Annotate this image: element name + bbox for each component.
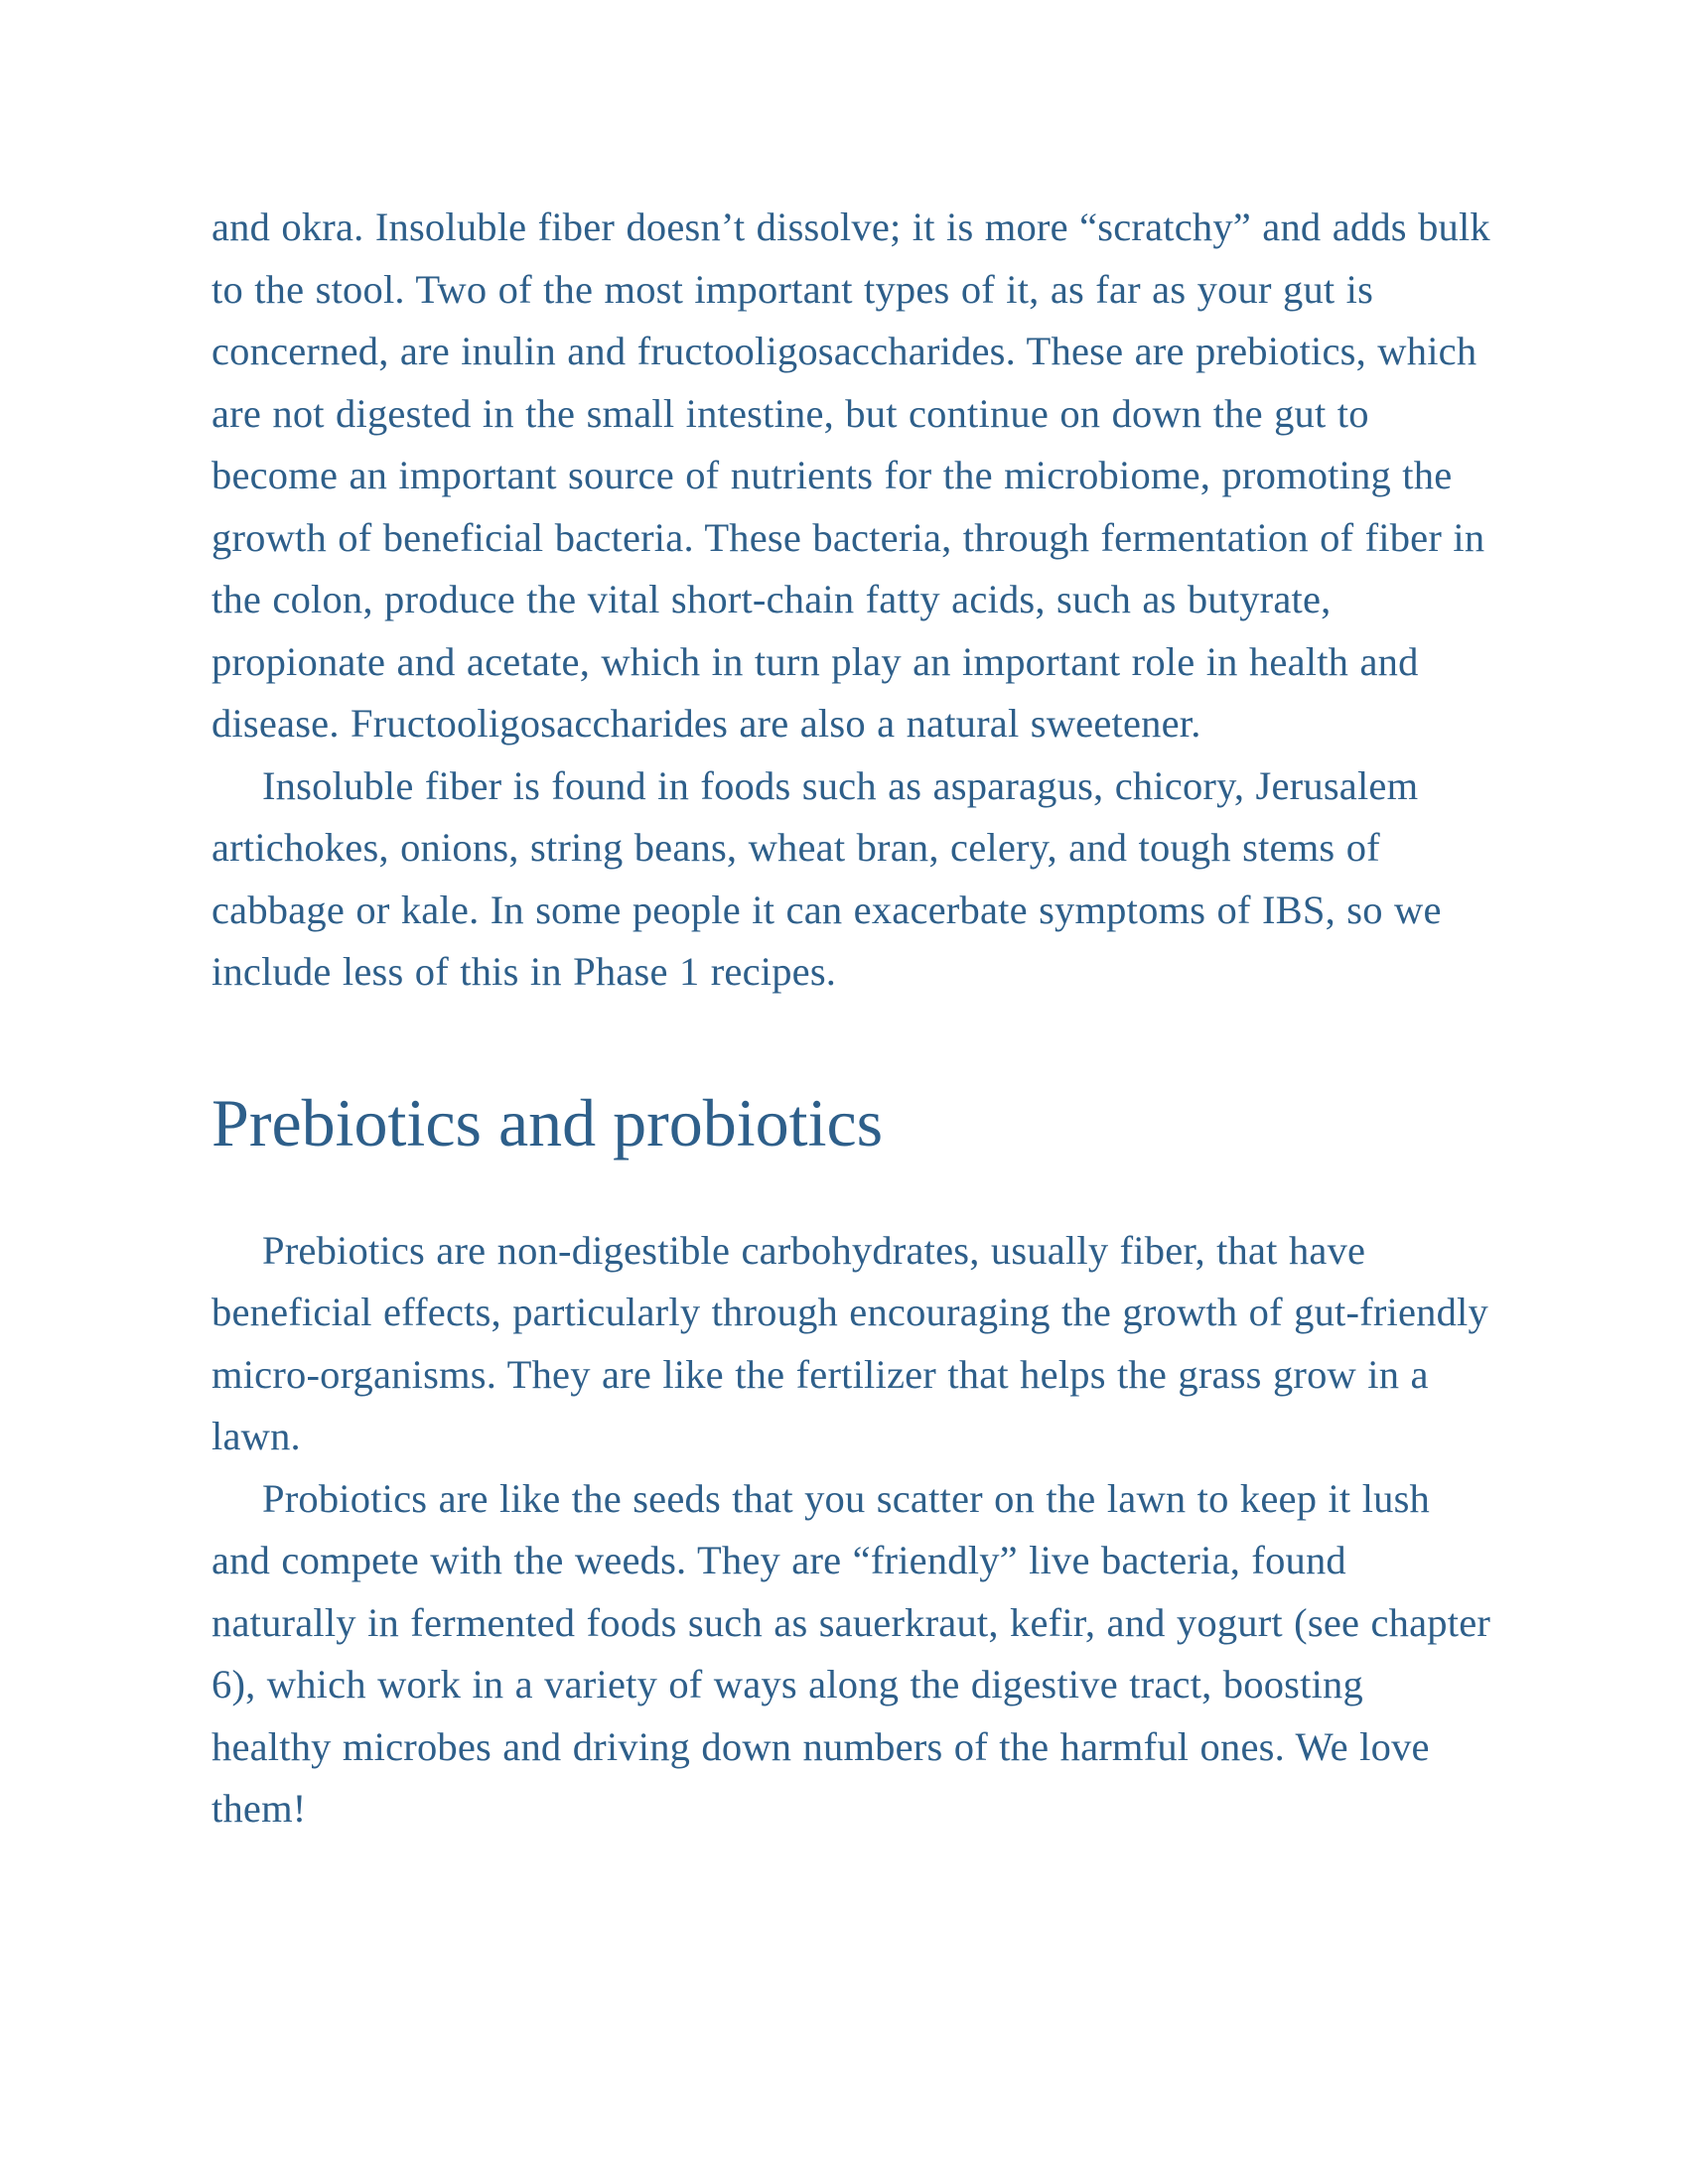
body-paragraph: Prebiotics are non-digestible carbohydrates, usually fiber, that have beneficial effects, particularly through encouraging the growth of gut-friendly micro-organisms. They are like the fertilizer that helps the grass grow in a lawn.: [211, 1227, 1488, 1458]
body-paragraph: Probiotics are like the seeds that you scatter on the lawn to keep it lush and compete with the weeds. They are “friendly” live bacteria, found naturally in fermented foods such as sauerkraut, kefir, and yogurt (see chapter 6), which work in a variety of ways along the digestive tract, boosting healthy microbes and driving down numbers of the harmful ones. We love them!: [211, 1475, 1491, 1831]
section-heading: Prebiotics and probiotics: [211, 1084, 884, 1160]
body-paragraph: and okra. Insoluble fiber doesn’t dissolve; it is more “scratchy” and adds bulk to the stool. Two of the most important types of it, as far as your gut is concerned, are inulin and fructooligosaccharides. These are prebiotics, which are not digested in the small intestine, but continue on down the gut to become an important source of nutrients for the microbiome, promoting the growth of beneficial bacteria. These bacteria, through fermentation of fiber in the colon, produce the vital short-chain fatty acids, such as butyrate, propionate and acetate, which in turn play an important role in health and disease. Fructooligosaccharides are also a natural sweetener.: [211, 205, 1490, 746]
body-paragraph: Insoluble fiber is found in foods such as asparagus, chicory, Jerusalem artichokes, onions, string beans, wheat bran, celery, and tough stems of cabbage or kale. In some people it can exacerbate symptoms of IBS, so we include less of this in Phase 1 recipes.: [211, 762, 1442, 994]
page-content: [211, 197, 1492, 1841]
